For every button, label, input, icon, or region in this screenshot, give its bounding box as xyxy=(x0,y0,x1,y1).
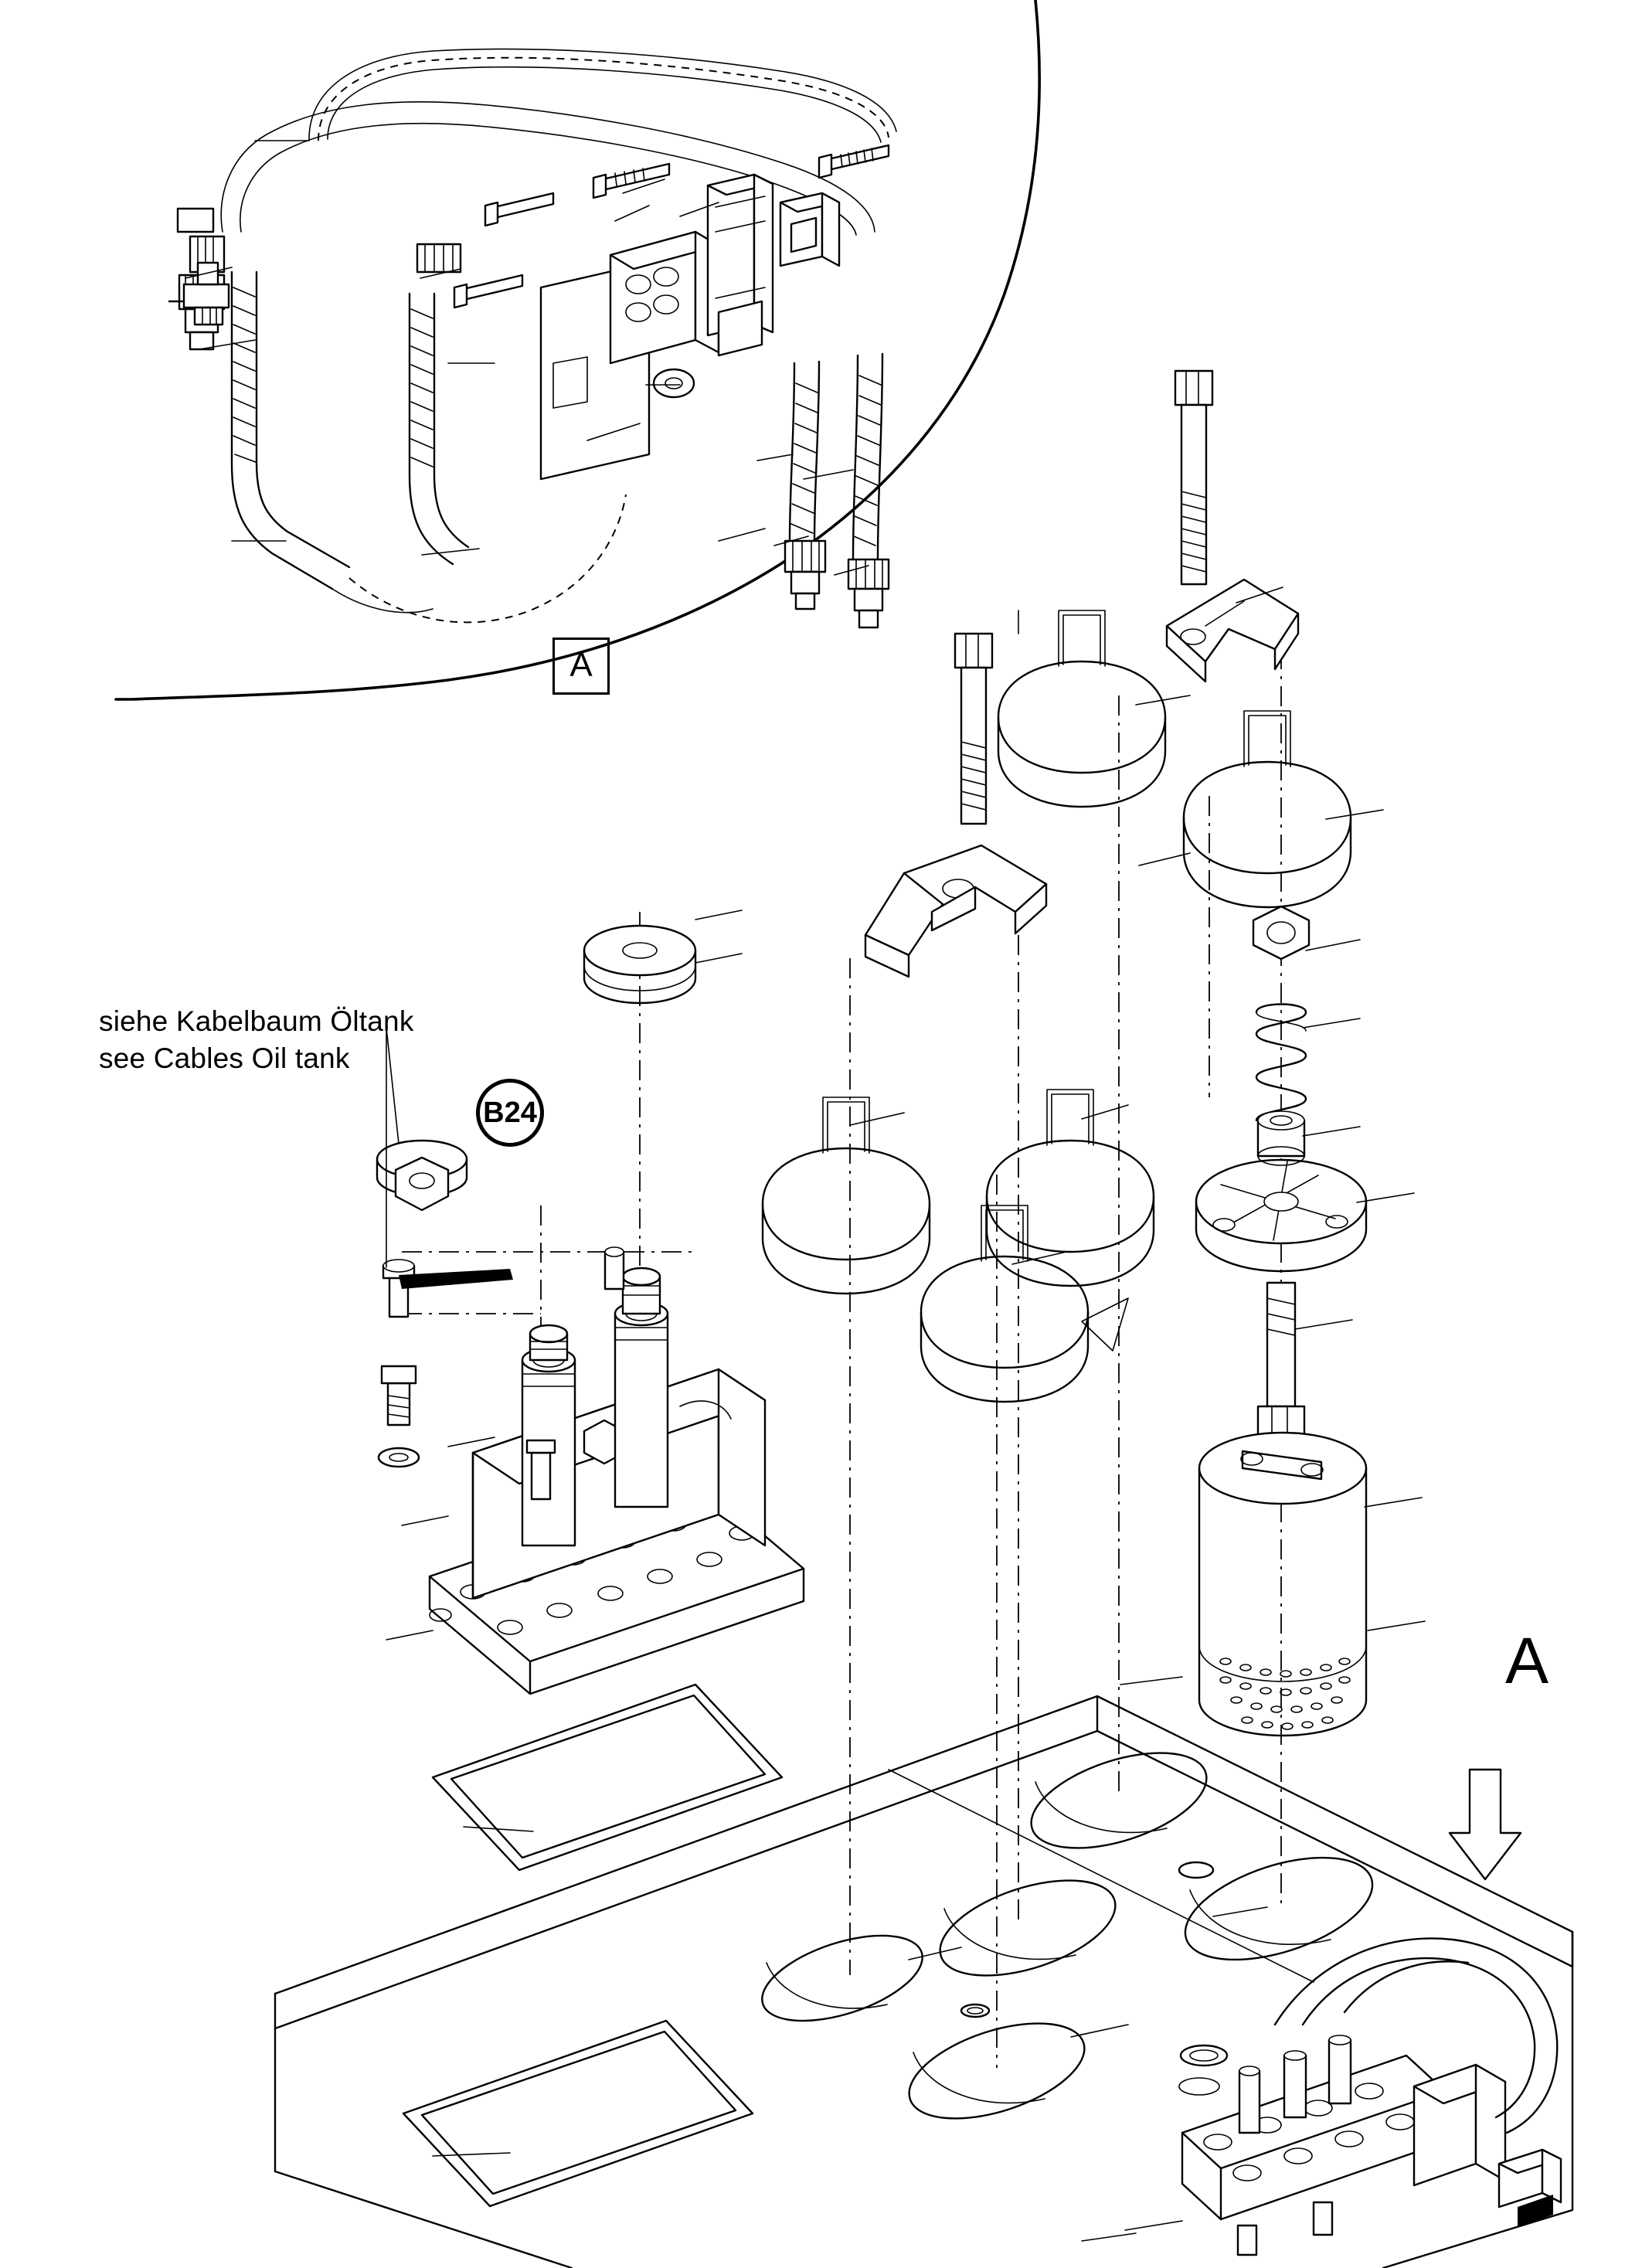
detail-label-a-top: A xyxy=(552,638,610,695)
note-english: see Cables Oil tank xyxy=(99,1042,350,1074)
reference-bubble-b24[interactable]: B24 xyxy=(476,1079,544,1147)
detail-label-a-bottom: A xyxy=(1505,1624,1549,1697)
note-german: siehe Kabelbaum Öltank xyxy=(99,1005,414,1037)
